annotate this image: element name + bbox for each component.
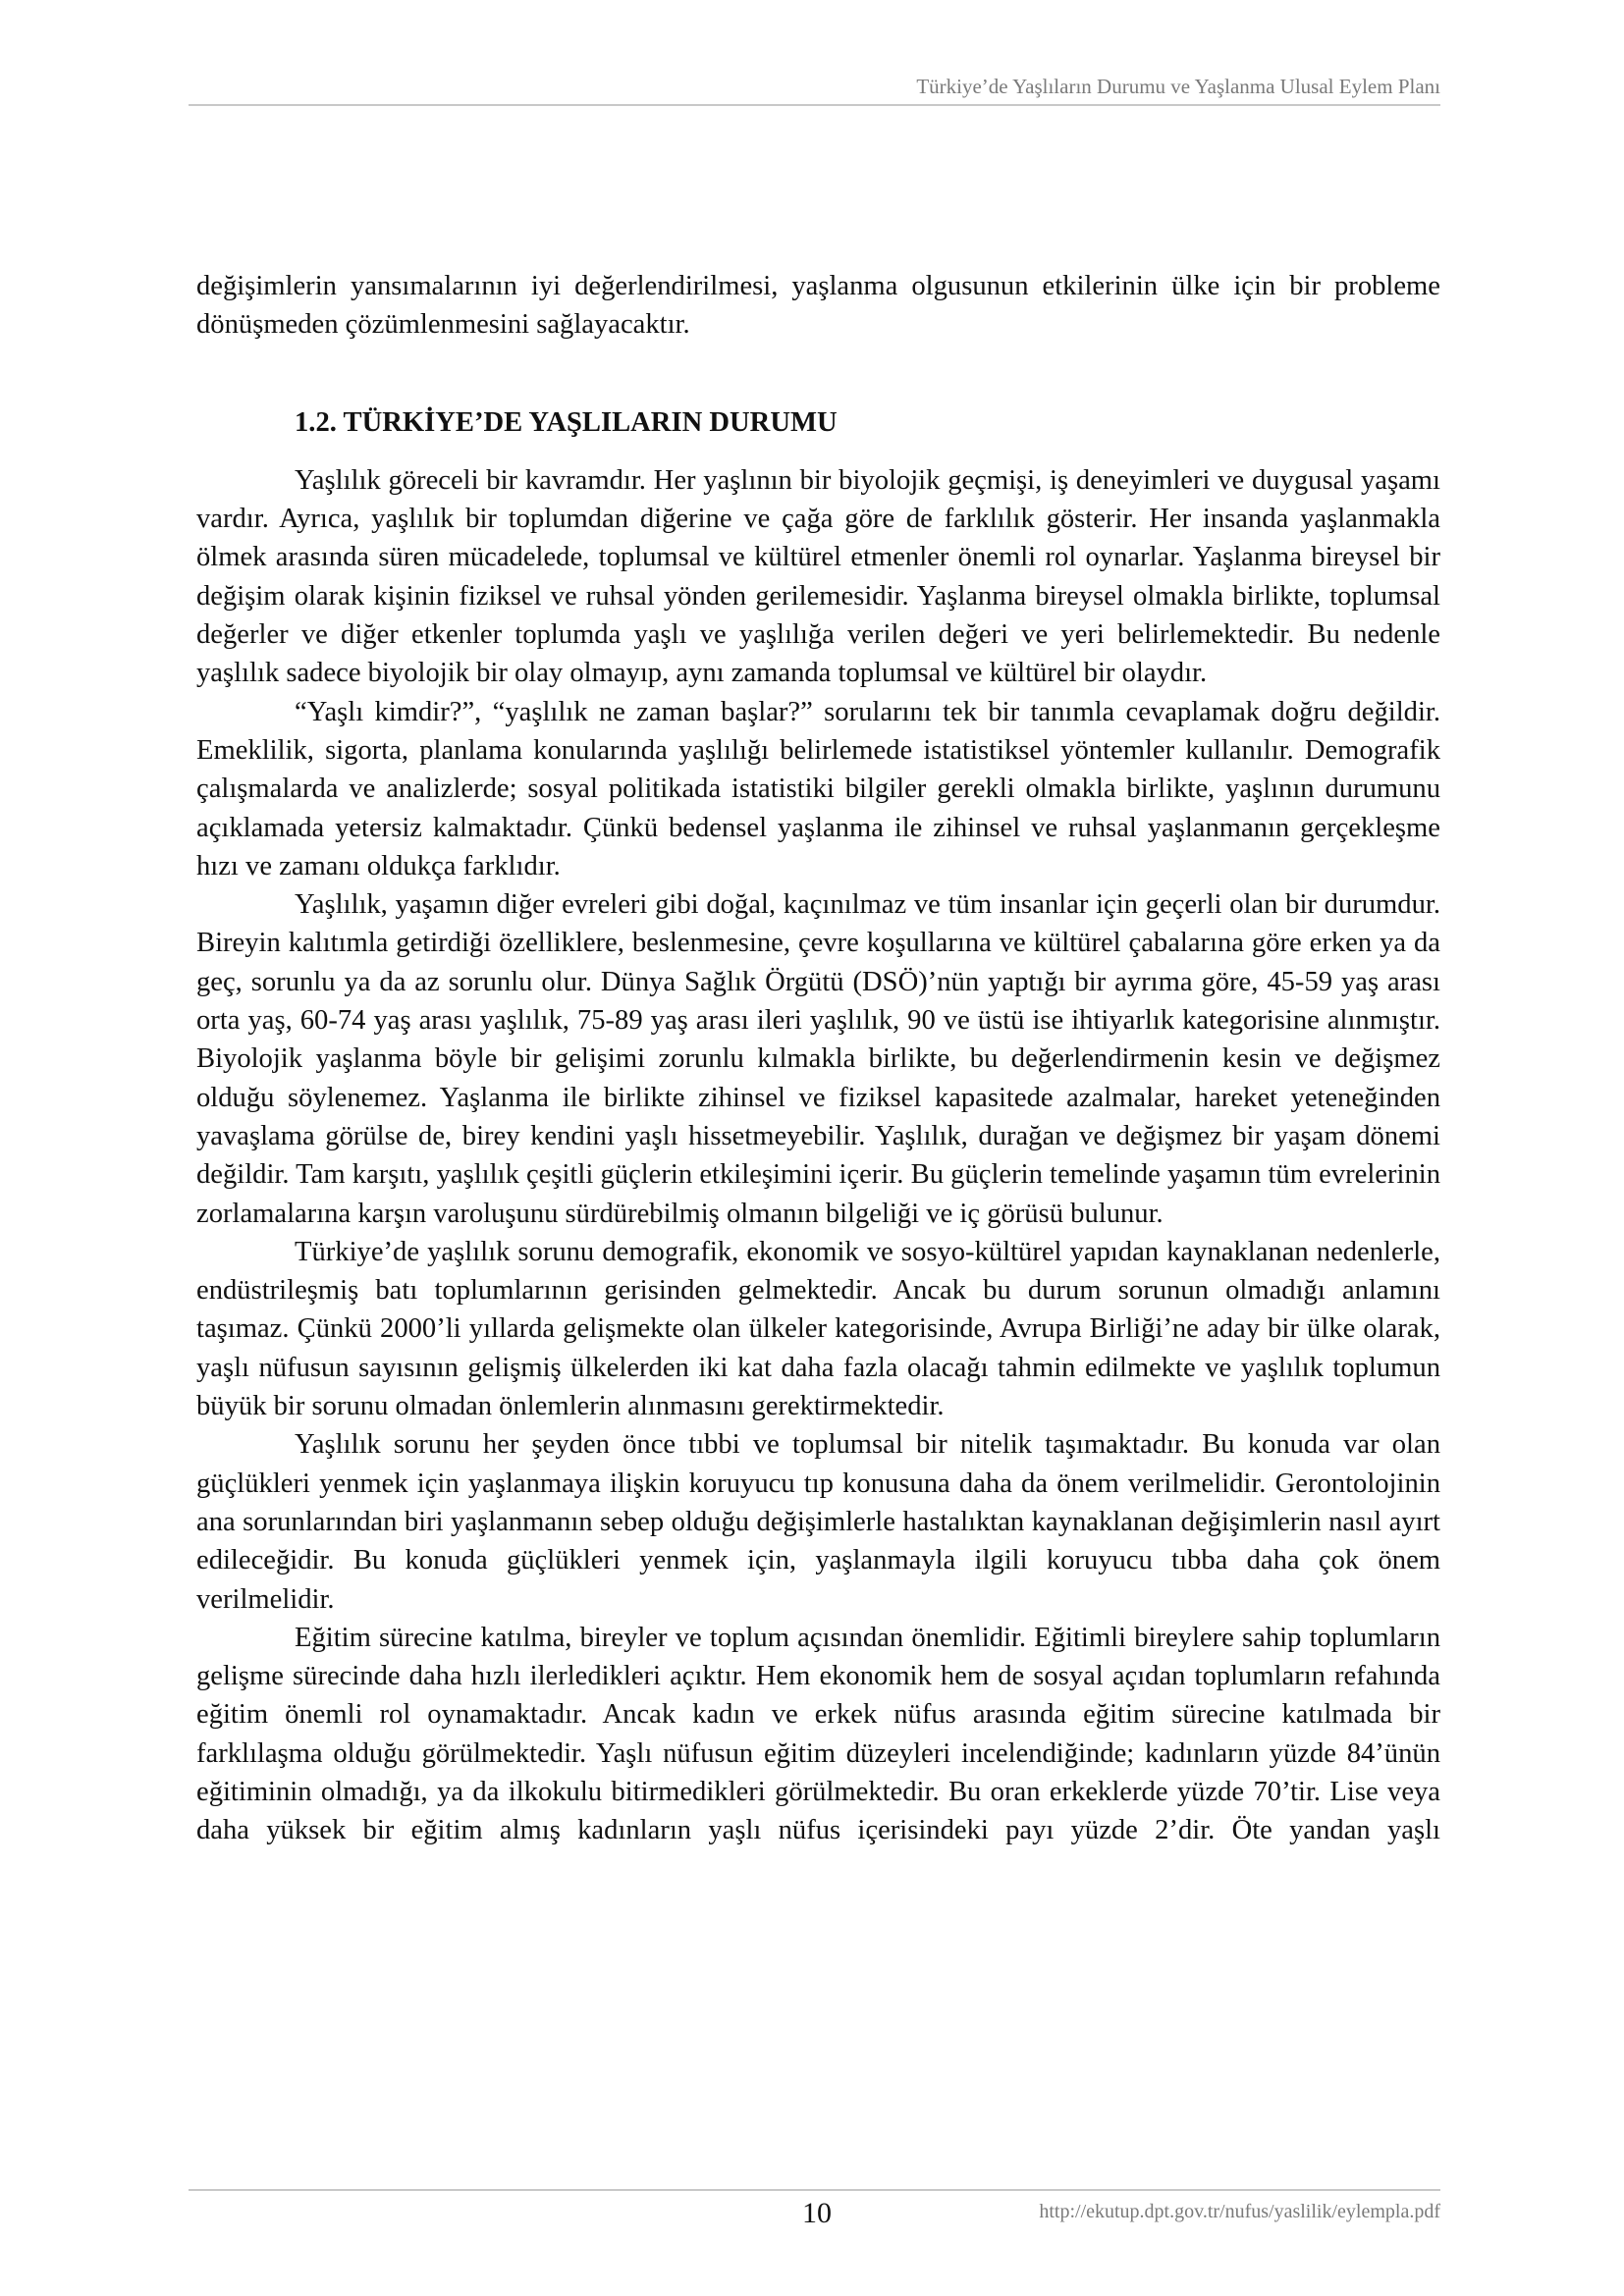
paragraph: Türkiye’de yaşlılık sorunu demografik, ekonomik ve sosyo-kültürel yapıdan kaynaklanan nedenlerle, endüstrileşmiş batı toplumlarının gerisinden gelmektedir. Ancak bu durum sorunun olmadığı anlamını taşımaz. Çünkü 2000’li yıllarda gelişmekte olan ülkeler kategorisinde, Avrupa Birliği’ne aday bir ülke olarak, yaşlı nüfusun sayısının gelişmiş ülkelerden iki kat daha fazla olacağı tahmin edilmekte ve yaşlılık toplumun büyük bir sorunu olmadan önlemlerin alınmasını gerektirmektedir. — [196, 1236, 1440, 1422]
source-url[interactable]: http://ekutup.dpt.gov.tr/nufus/yaslilik/eylempla.pdf — [1039, 2201, 1440, 2222]
running-header-title: Türkiye’de Yaşlıların Durumu ve Yaşlanma Ulusal Eylem Planı — [916, 75, 1440, 98]
paragraph: Yaşlılık sorunu her şeyden önce tıbbi ve toplumsal bir nitelik taşımaktadır. Bu konuda var olan güçlükleri yenmek için yaşlanmaya ilişkin koruyucu tıp konusuna daha da önem verilmelidir. Gerontolojinin ana sorunlarından biri yaşlanmanın sebep olduğu değişimlerle hastalıktan kaynaklanan değişimlerin nasıl ayırt edileceğidir. Bu konuda güçlükleri yenmek için, yaşlanmayla ilgili koruyucu tıbba daha çok önem verilmelidir. — [196, 1429, 1440, 1615]
paragraph: “Yaşlı kimdir?”, “yaşlılık ne zaman başlar?” sorularını tek bir tanımla cevaplamak doğru değildir. Emeklilik, sigorta, planlama konularında yaşlılığı belirlemede istatistiksel yöntemler kullanılır. Demografik çalışmalarda ve analizlerde; sosyal politikada istatistiki bilgiler gerekli olmakla birlikte, yaşlının durumunu açıklamada yetersiz kalmaktadır. Çünkü bedensel yaşlanma ile zihinsel ve ruhsal yaşlanmanın gerçekleşme hızı ve zamanı oldukça farklıdır. — [196, 696, 1440, 881]
header-divider — [189, 104, 1440, 106]
paragraph: Eğitim sürecine katılma, bireyler ve toplum açısından önemlidir. Eğitimli bireylere sahip toplumların gelişme sürecinde daha hızlı ilerledikleri açıktır. Hem ekonomik hem de sosyal açıdan toplumların refahında eğitim önemli rol oynamaktadır. Ancak kadın ve erkek nüfus arasında eğitim sürecine katılmada bir farklılaşma olduğu görülmektedir. Yaşlı nüfusun eğitim düzeyleri incelendiğinde; kadınların yüzde 84’ünün eğitiminin olmadığı, ya da ilkokulu bitirmedikleri görülmektedir. Bu oran erkeklerde yüzde 70’tir. Lise veya daha yüksek bir eğitim almış kadınların yaşlı nüfus içerisindeki payı yüzde 2’dir. Öte yandan yaşlı — [196, 1622, 1440, 1846]
section-heading: 1.2. TÜRKİYE’DE YAŞLILARIN DURUMU — [295, 406, 838, 438]
footer-divider — [189, 2189, 1440, 2191]
page-body — [196, 267, 1440, 1850]
paragraph: Yaşlılık göreceli bir kavramdır. Her yaşlının bir biyolojik geçmişi, iş deneyimleri ve duygusal yaşamı vardır. Ayrıca, yaşlılık bir toplumdan diğerine ve çağa göre de farklılık gösterir. Her insanda yaşlanmakla ölmek arasında süren mücadelede, toplumsal ve kültürel etmenler önemli rol oynarlar. Yaşlanma bireysel bir değişim olarak kişinin fiziksel ve ruhsal yönden gerilemesidir. Yaşlanma bireysel olmakla birlikte, toplumsal değerler ve diğer etkenler toplumda yaşlı ve yaşlılığa verilen değeri ve yeri belirlemektedir. Bu nedenle yaşlılık sadece biyolojik bir olay olmayıp, aynı zamanda toplumsal ve kültürel bir olaydır. — [196, 464, 1440, 689]
page-number: 10 — [802, 2197, 832, 2229]
continuation-paragraph: değişimlerin yansımalarının iyi değerlendirilmesi, yaşlanma olgusunun etkilerinin ülke için bir probleme dönüşmeden çözümlenmesini sağlayacaktır. — [196, 271, 1440, 341]
paragraph: Yaşlılık, yaşamın diğer evreleri gibi doğal, kaçınılmaz ve tüm insanlar için geçerli olan bir durumdur. Bireyin kalıtımla getirdiği özelliklere, beslenmesine, çevre koşullarına ve kültürel çabalarına göre erken ya da geç, sorunlu ya da az sorunlu olur. Dünya Sağlık Örgütü (DSÖ)’nün yaptığı bir ayrıma göre, 45-59 yaş arası orta yaş, 60-74 yaş arası yaşlılık, 75-89 yaş arası ileri yaşlılık, 90 ve üstü ise ihtiyarlık kategorisine alınmıştır. Biyolojik yaşlanma böyle bir gelişimi zorunlu kılmakla birlikte, bu değerlendirmenin kesin ve değişmez olduğu söylenemez. Yaşlanma ile birlikte zihinsel ve fiziksel kapasitede azalmalar, hareket yeteneğinden yavaşlama görülse de, birey kendini yaşlı hissetmeyebilir. Yaşlılık, durağan ve değişmez bir yaşam dönemi değildir. Tam karşıtı, yaşlılık çeşitli güçlerin etkileşimini içerir. Bu güçlerin temelinde yaşamın tüm evrelerinin zorlamalarına karşın varoluşunu sürdürebilmiş olmanın bilgeliği ve iç görüsü bulunur. — [196, 889, 1440, 1229]
